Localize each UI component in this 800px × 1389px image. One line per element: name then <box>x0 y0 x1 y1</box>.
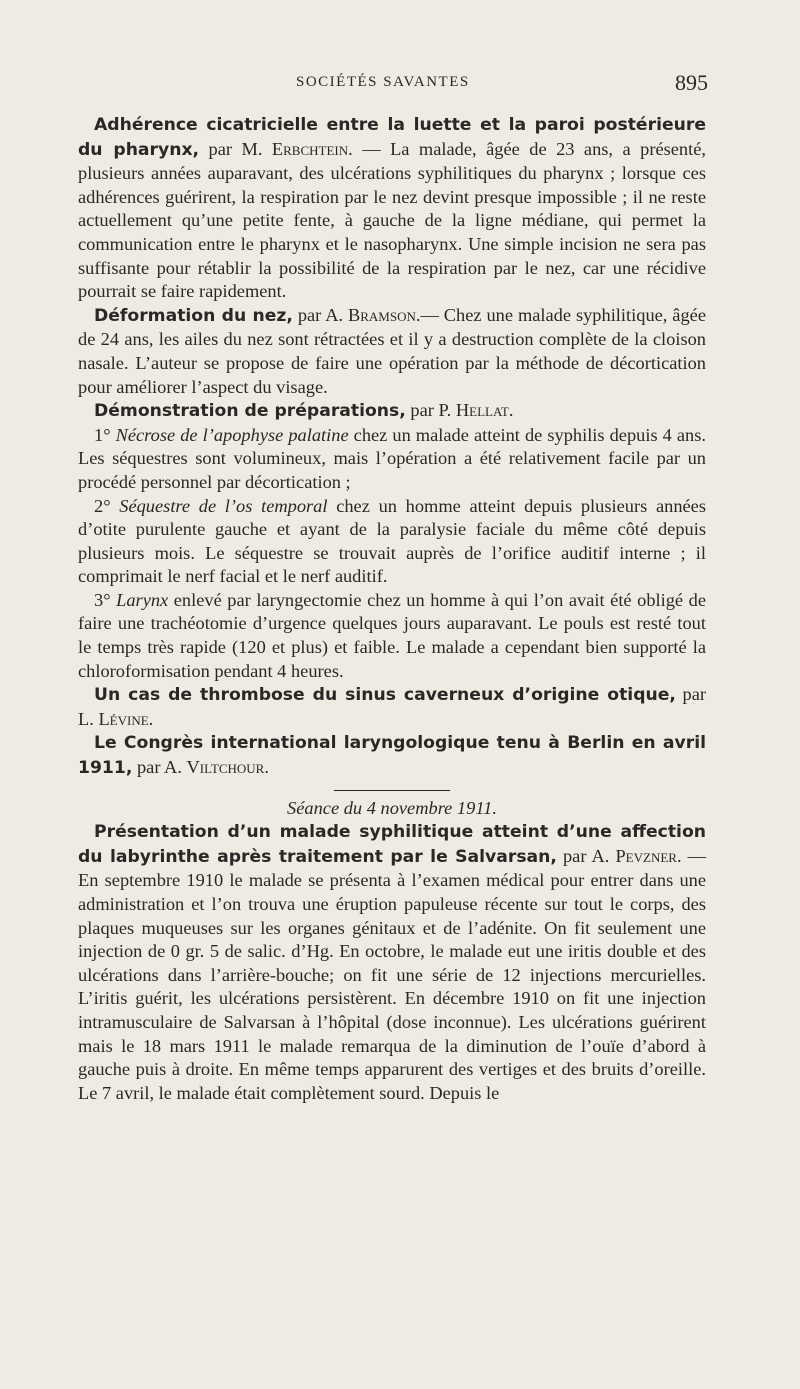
item-title: Larynx <box>116 589 169 610</box>
paragraph-text: — La malade, âgée de 23 ans, a présenté, plusieurs années auparavant, des ulcérations syphilitiques du pharynx ; lorsque ces adhérences guérirent, la respiration par le nez devint presque impossible ; il ne reste actuellement qu’une petite fente, à gauche de la ligne médiane, qui permet la communication entre le pharynx et le nasopharynx. Une simple incision ne sera pas suffisante pour rétablir la possibilité de la respiration par le nez, car une récidive pourrait se faire rapidement. <box>78 138 706 302</box>
running-header <box>88 70 708 98</box>
paragraph-text: — Chez une malade syphilitique, âgée de 24 ans, les ailes du nez sont rétractées et il y a destruction complète de la cloison nasale. L’auteur se propose de faire une opération par la méthode de décortication pour améliorer l’aspect du visage. <box>78 304 706 397</box>
running-title: SOCIÉTÉS SAVANTES <box>296 74 470 90</box>
section-title: Le Congrès international laryngologique tenu à Berlin en avril 1911, <box>78 733 706 779</box>
section-title: Démonstration de préparations, <box>94 401 406 422</box>
section-title: Adhérence cicatricielle entre la luette et la paroi postérieure du pharynx, <box>78 115 706 160</box>
paragraph-demonstration: Démonstration de préparations, par P. Hellat. <box>94 400 514 422</box>
list-item-sequestre: 2° Séquestre de l’os temporal chez un homme atteint depuis plusieurs années d’otite purulente gauche et ayant de la paralysie faciale du même côté depuis plusieurs mois. Le séquestre se trouvait auprès de l’orifice auditif interne ; il comprimait le nerf facial et le nerf auditif. <box>78 495 706 587</box>
section-title: Déformation du nez, <box>94 305 293 326</box>
author-name: Lévine. <box>98 708 154 729</box>
author-name: Erbchtein. <box>271 138 353 159</box>
paragraph-adherence: Adhérence cicatricielle entre la luette et la paroi postérieure du pharynx, par M. Erbchtein. — La malade, âgée de 23 ans, a présenté, plusieurs années auparavant, des ulcérations syphilitiques du pharynx ; lorsque ces adhérences guérirent, la respiration par le nez devint presque impossible ; il ne reste actuellement qu’une petite fente, à gauche de la ligne médiane, qui permet la communication entre le pharynx et le nasopharynx. Une simple incision ne sera pas suffisante pour rétablir la possibilité de la respiration par le nez, car une récidive pourrait se faire rapidement. <box>78 115 706 302</box>
section-title: Un cas de thrombose du sinus caverneux d’origine otique, <box>94 685 676 706</box>
list-item-necrose: 1° Nécrose de l’apophyse palatine chez un malade atteint de syphilis depuis 4 ans. Les séquestres sont volumineux, mais l’opération a été relativement facile par un procédé personnel par décortication ; <box>78 424 707 492</box>
paragraph-presentation: Présentation d’un malade syphilitique atteint d’une affection du labyrinthe après traitement par le Salvarsan, par A. Pevzner. — En septembre 1910 le malade se présenta à l’examen médical pour entrer dans une administration et l’on trouva une éruption papuleuse récente sur tout le corps, des plaques muqueuses sur les organes génitaux et de l’adénite. On fit seulement une injection de 0 gr. 5 de salic. d’Hg. En octobre, le malade eut une iritis double et des ulcérations dans l’arrière-bouche; on fit une série de 12 injections mercurielles. L’iritis guérit, les ulcérations persistèrent. En décembre 1910 on fit une injection intramusculaire de Salvarsan à l’hôpital (dose inconnue). Les ulcérations guérirent mais le 18 mars 1911 le malade remarqua de la diminution de l’ouïe d’abord à gauche puis à droite. En même temps apparurent des vertiges et des bruits d’oreille. Le 7 avril, le malade était complètement sourd. Depuis le <box>78 822 707 1103</box>
paragraph-thrombose: Un cas de thrombose du sinus caverneux d’origine otique, par L. Lévine. <box>78 684 706 729</box>
section-divider <box>334 790 450 791</box>
item-title: Séquestre de l’os temporal <box>119 495 328 516</box>
author-name: Hellat. <box>455 400 514 421</box>
paragraph-deformation: Déformation du nez, par A. Bramson.— Chez une malade syphilitique, âgée de 24 ans, les ailes du nez sont rétractées et il y a destruction complète de la cloison nasale. L’auteur se propose de faire une opération par la méthode de décortication pour améliorer l’aspect du visage. <box>78 304 706 397</box>
item-title: Nécrose de l’apophyse palatine <box>115 424 349 445</box>
paragraph-congres: Le Congrès international laryngologique tenu à Berlin en avril 1911, par A. Viltchour. <box>78 733 706 779</box>
author-name: Bramson. <box>347 304 421 325</box>
page-number: 895 <box>675 70 708 95</box>
article-body <box>78 113 706 1105</box>
list-item-larynx: 3° Larynx enlevé par laryngectomie chez un homme à qui l’on avait été obligé de faire une trachéotomie d’urgence quelques jours auparavant. Le pouls est resté tout le temps très rapide (120 et plus) et faible. Le malade a cependant bien supporté la chloroformisation pendant 4 heures. <box>78 589 707 681</box>
author-name: Pevzner. <box>615 845 682 866</box>
author-name: Viltchour. <box>186 757 269 778</box>
seance-heading: Séance du 4 novembre 1911. <box>287 797 497 818</box>
paragraph-text: — En septembre 1910 le malade se présenta à l’examen médical pour entrer dans une administration et l’on trouva une éruption papuleuse récente sur tout le corps, des plaques muqueuses sur les organes génitaux et de l’adénite. On fit seulement une injection de 0 gr. 5 de salic. d’Hg. En octobre, le malade eut une iritis double et des ulcérations dans l’arrière-bouche; on fit une série de 12 injections mercurielles. L’iritis guérit, les ulcérations persistèrent. En décembre 1910 on fit une injection intramusculaire de Salvarsan à l’hôpital (dose inconnue). Les ulcérations guérirent mais le 18 mars 1911 le malade remarqua de la diminution de l’ouïe d’abord à gauche puis à droite. En même temps apparurent des vertiges et des bruits d’oreille. Le 7 avril, le malade était complètement sourd. Depuis le <box>78 845 707 1103</box>
section-title: Présentation d’un malade syphilitique atteint d’une affection du labyrinthe après traitement par le Salvarsan, <box>78 822 706 867</box>
